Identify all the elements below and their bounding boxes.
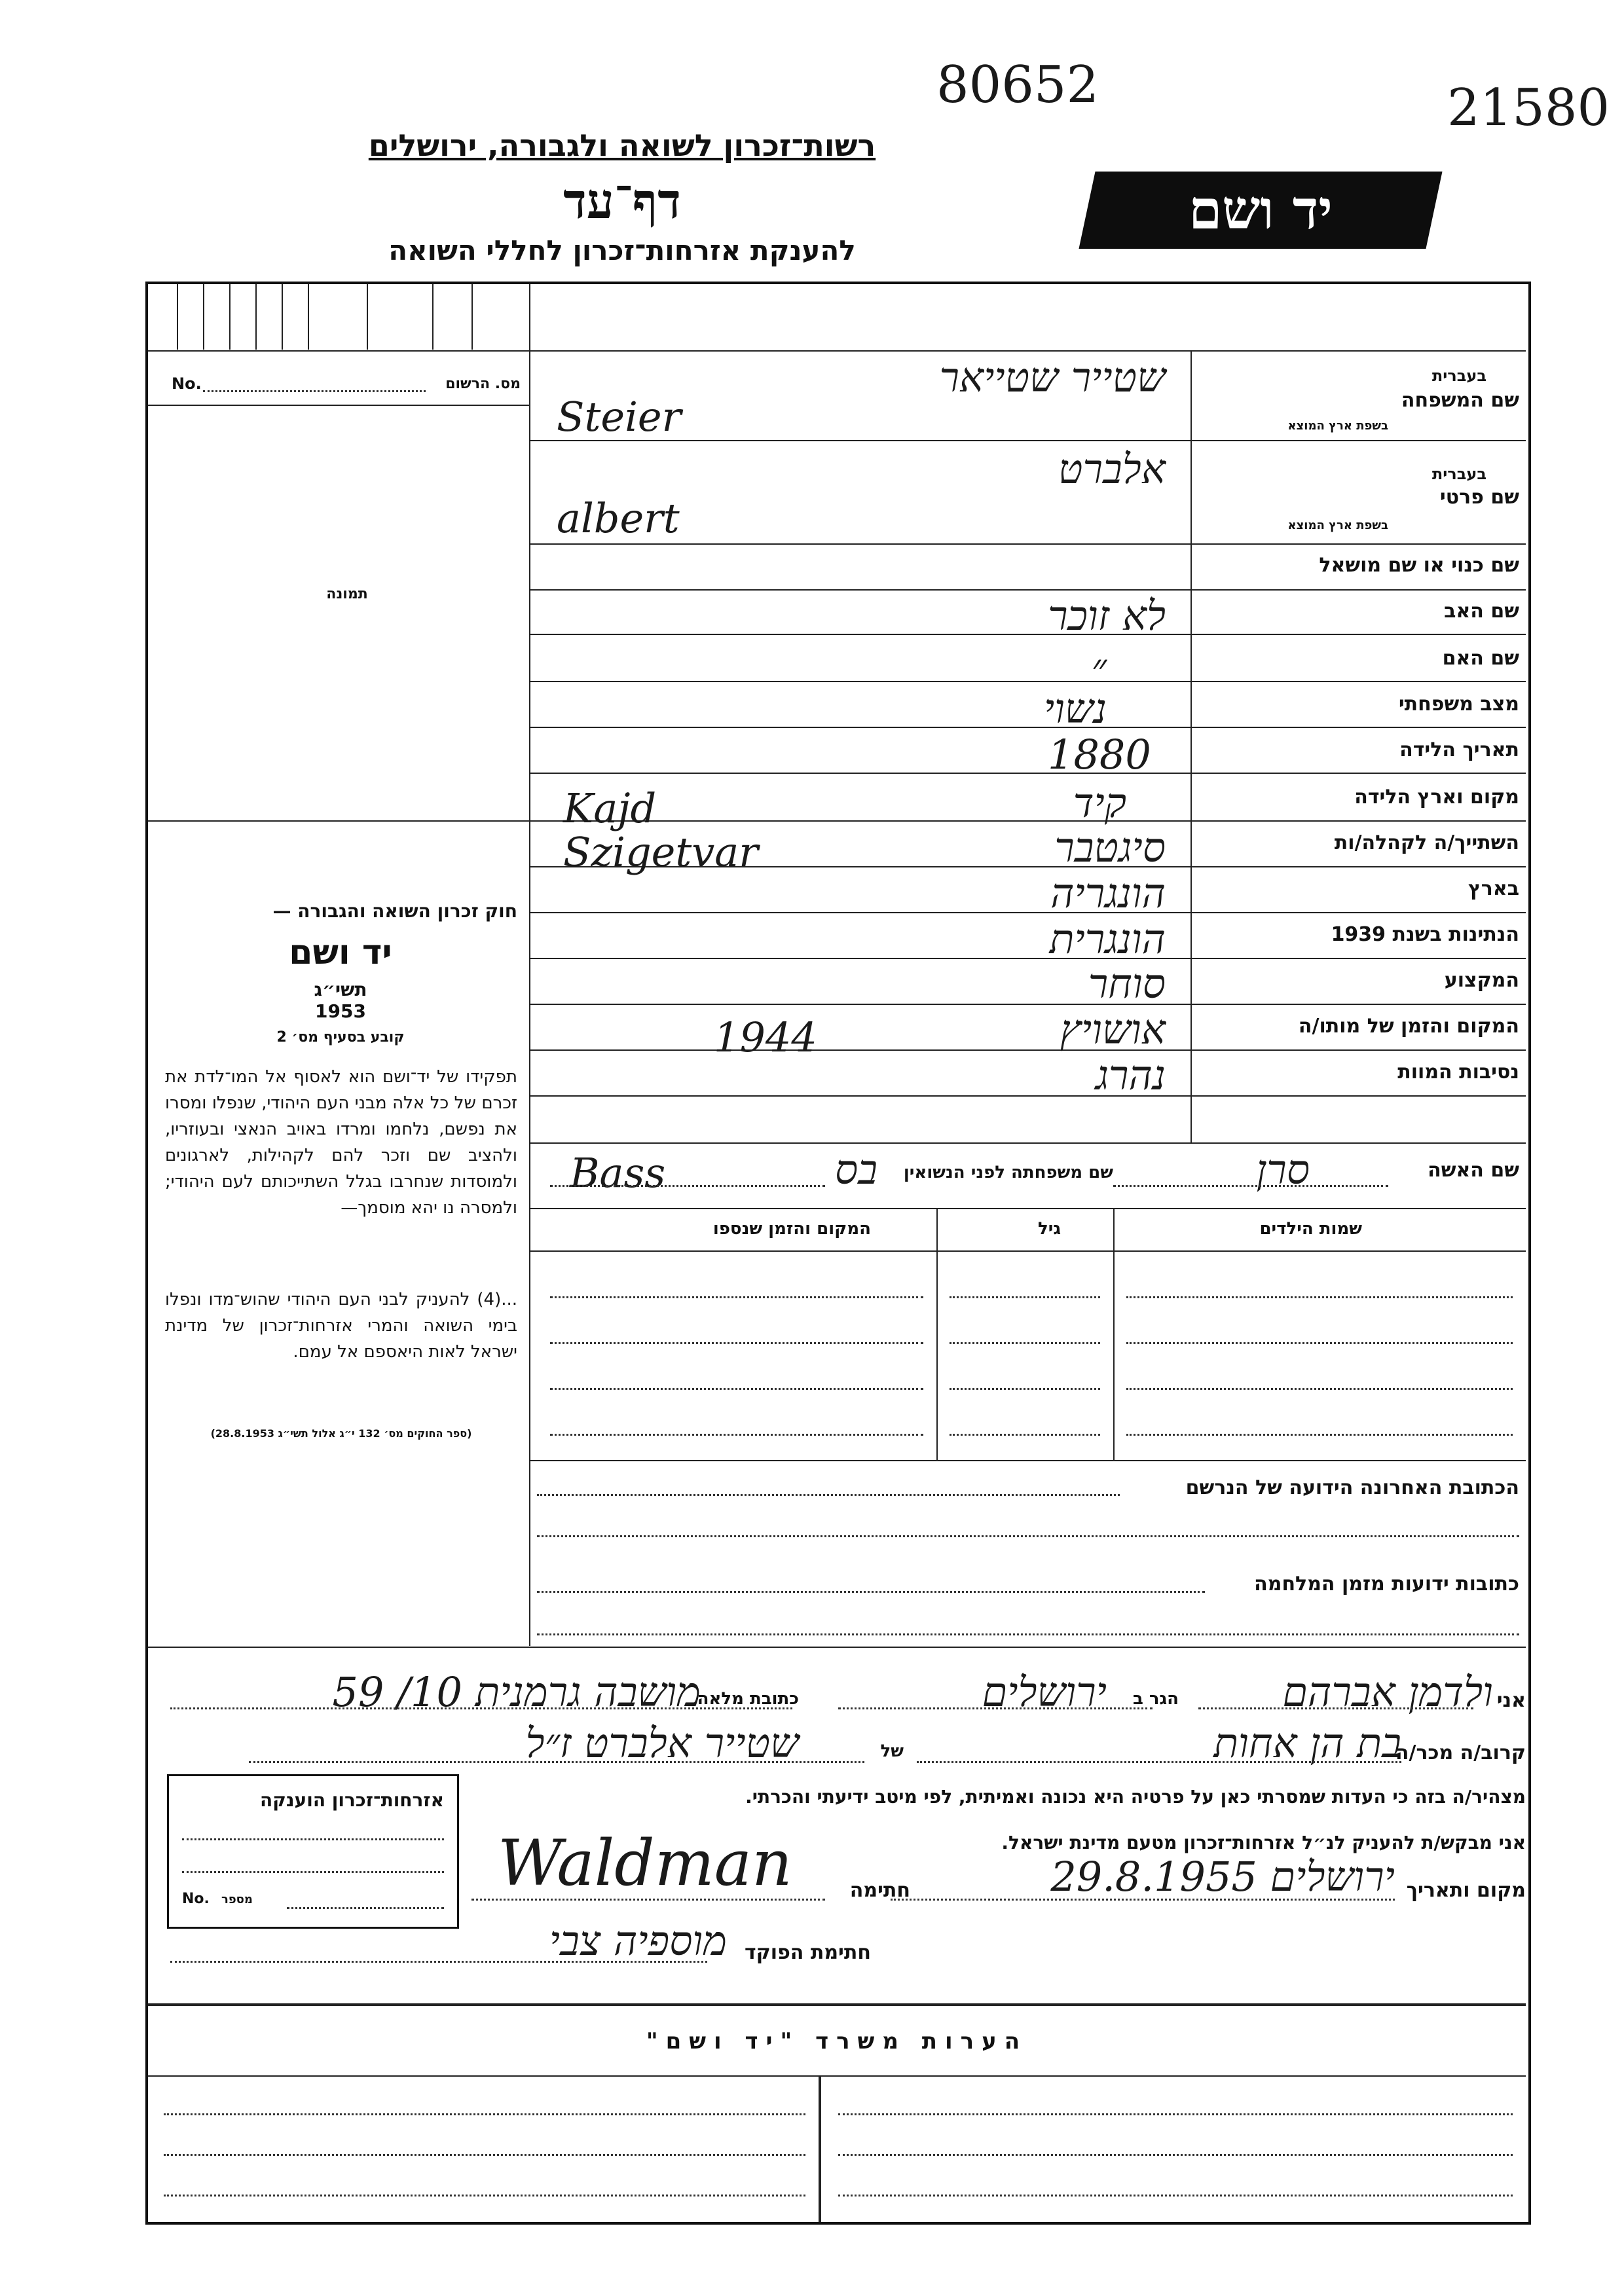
relation-value: בת הן אחות [1213,1719,1401,1767]
yad-vashem-logo [1079,172,1442,249]
marital-status-value: נשוי [1043,685,1107,733]
statement-2: אני מבקש/ת להעניק לנ״ל אזרחות־זכרון מטעם מדינת ישראל. [1001,1832,1526,1853]
profession-label: המקצוע [1444,969,1519,992]
children-died-header: המקום והזמן שנספו [712,1219,871,1239]
children-names-header: שמות הילדים [1259,1219,1362,1239]
law-text: תפקידו של יד־ושם הוא לאסוף אל המו־לדת את זכרם של כל אלה מבני העם היהודי, שנפלו ומסרו את נפשם, נלחמו ומרדו באויב הנאצי ובעוזריו, ולהציב שם וזכר להם לקהילות, לארגונים ולמוסדות שנחרבו בגלל השתייכותם לעם היהודי; ולמסרה נו יהא מוסמך— [165,1067,517,1218]
official-signature: מוספיה צבי [549,1917,727,1965]
birth-place-origin-value: Kajd [563,784,657,832]
granted-no-label: No. [182,1891,210,1907]
no-label: No. [172,374,202,393]
of-label: של [880,1741,904,1761]
declarant-city: ירושלים [982,1668,1107,1716]
wife-label: שם האשה [1428,1159,1519,1182]
war-addresses-label: כתובות ידועות מזמן המלחמה [1254,1573,1519,1595]
office-notes-title: הערות משרד "יד ושם" [646,2028,1028,2054]
law-year-hebrew: תשי״ג [314,979,367,1000]
wife-value: סרן [1256,1146,1310,1194]
firstname-label: שם פרטי [1439,486,1519,509]
last-address-label: הכתובת האחרונה הידועה של הנרשם [1185,1476,1519,1499]
place-date-value: ירושלים 29.8.1955 [1050,1853,1395,1901]
birth-date-value: 1880 [1048,731,1151,778]
mother-label: שם האם [1442,647,1519,670]
citizenship-1939-label: הנתינות בשנת 1939 [1331,923,1519,946]
law-year: 1953 [315,1000,366,1022]
birth-place-label: מקום וארץ הלידה [1354,786,1519,809]
mother-value: ״ [1091,644,1107,692]
death-place-time-label: המקום והזמן של מותו/ה [1298,1015,1519,1038]
logo-text: יד ושם [1189,179,1333,242]
granted-number-label: מספר [221,1893,253,1906]
community-value: סיגטבר [1054,824,1166,871]
firstname-hebrew-value: אלברט [1058,445,1166,493]
authority-name: רשות־זכרון לשואה ולגבורה, ירושלים [368,128,876,163]
declarant-i-label: אני [1496,1689,1526,1712]
death-circumstances-value: נהרג [1095,1051,1166,1099]
law-title: חוק זכרון השואה והגבורה — [272,900,517,922]
surname-origin-sub: בשפת ארץ המוצא [1287,419,1388,433]
community-label: השתייך/ה לקהלה/ות [1334,831,1519,854]
firstname-hebrew-sub: בעברית [1431,465,1486,483]
citizenship-value: הונגרית [1049,915,1166,963]
statement-1: מצהיר/ה בזה כי העדות שמסרתי כאן על פרטיה היא נכונה ואמיתית, לפי מיטב ידיעתי והכרתי. [745,1786,1526,1808]
full-address-label: כתובת מלאה [697,1689,799,1709]
relative-of-value: שטייר אלברט ז״ל [525,1719,799,1767]
left-column-divider [529,284,530,1646]
firstname-origin-value: albert [557,494,680,542]
death-year-value: 1944 [714,1013,817,1061]
archive-number: 80652 [936,56,1099,115]
father-label: שם האב [1444,600,1519,623]
surname-label: שם המשפחה [1401,389,1519,412]
form-title: דף־עד [563,173,681,230]
children-age-header: גיל [1037,1219,1061,1239]
law-reference: (ספר החוקים מס׳ 132 י״ג אלול תשי״ג 28.8.1953) [210,1427,472,1440]
form-subtitle: להענקת אזרחות־זכרון לחללי השואה [388,234,856,266]
birth-date-label: תאריך הלידה [1399,738,1519,761]
page-number: 21580 [1447,79,1610,137]
registration-label: מס. הרשום [445,376,521,392]
granted-box-title: אזרחות־זכרון הוענקה [260,1789,444,1811]
country-value: הונגריה [1050,869,1166,917]
lives-in-label: הגר ב [1132,1689,1179,1709]
relative-label: קרוב/ה מכר/ה [1395,1741,1526,1764]
surname-hebrew-sub: בעברית [1431,367,1486,385]
death-circumstances-label: נסיבות המוות [1397,1061,1519,1084]
profession-value: סוחר [1088,960,1166,1008]
maiden-name-label: שם משפחתה לפני הנשואין [903,1163,1113,1182]
law-name: יד ושם [289,933,392,972]
law-clause: קובע בסעיף מס׳ 2 [276,1029,405,1046]
marital-status-label: מצב משפחתי [1398,693,1519,716]
maiden-name-hebrew: בס [834,1146,877,1194]
declarant-name: ולדמן אברהם [1282,1668,1493,1716]
country-label: בארץ [1467,877,1519,900]
community-origin-value: Szigetvar [563,828,758,876]
law-text-clause-4: ...(4) להעניק לבני העם היהודי שהוש־מדו ונפלו בימי השואה והמרי אזרחות־זכרון של מדינת ישראל לאות היאספם אל עמם. [165,1290,517,1362]
birth-place-value: קיד [1073,779,1126,827]
father-value: לא זוכר [1048,592,1166,640]
nickname-label: שם כנוי או שם מושאל [1319,554,1519,577]
firstname-origin-sub: בשפת ארץ המוצא [1287,519,1388,532]
death-place-value: אושויץ [1060,1006,1166,1053]
granted-box [167,1774,459,1929]
surname-hebrew-value: שטייר שטייאר [939,354,1166,401]
surname-origin-value: Steier [557,393,682,441]
maiden-name-origin: Bass [570,1149,666,1197]
place-date-label: מקום ותאריך [1406,1879,1526,1902]
photo-label: תמונה [326,586,368,602]
official-signature-label: חתימת הפוקד [745,1941,871,1964]
signature-label: חתימה [849,1879,910,1902]
declarant-address: מושבה גרמנית 10/ 59 [332,1668,701,1716]
declarant-signature: Waldman [498,1827,792,1900]
